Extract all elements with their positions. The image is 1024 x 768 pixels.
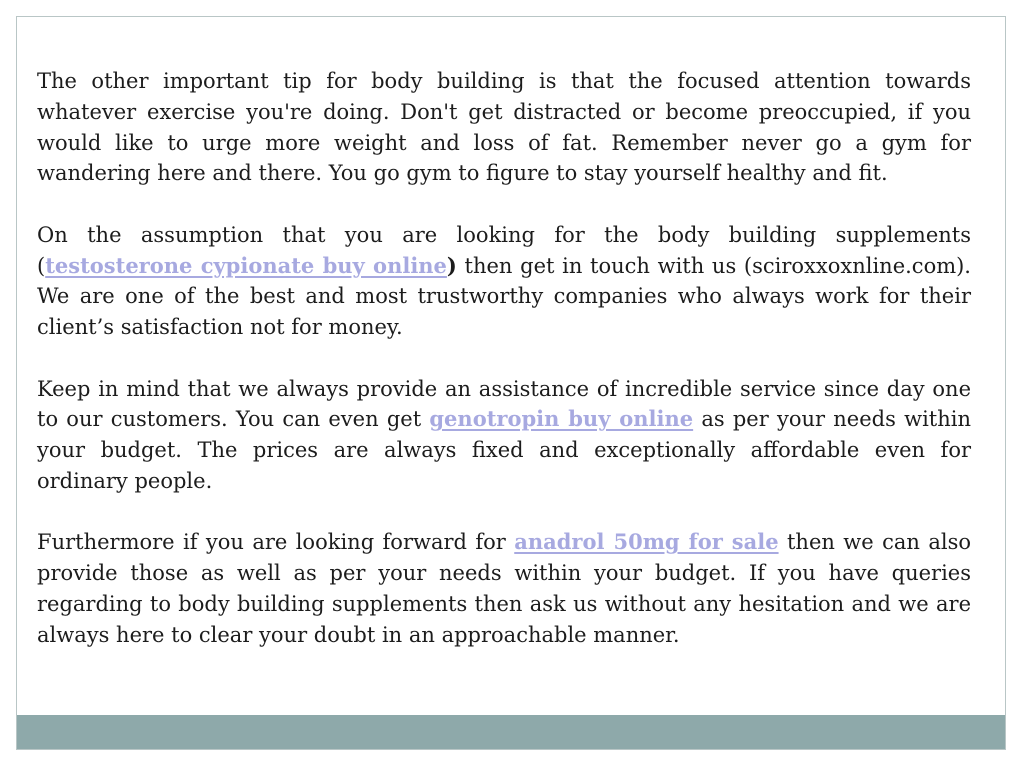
paragraph-text-end: as per your needs within your budget. The prices are always fixed and exceptionally affordable even for ordinary people. bbox=[37, 407, 971, 493]
paragraph-anadrol bbox=[37, 527, 971, 650]
paragraph-text-end: then we can also provide those as well as per your needs within your budget. If you have queries regarding to body building supplements then ask us without any hesitation and we are always here to clear your doubt in an approachable manner. bbox=[37, 530, 971, 647]
testosterone-cypionate-link[interactable]: testosterone cypionate buy online bbox=[45, 252, 447, 278]
paragraph-text-start: Furthermore if you are looking forward for bbox=[37, 530, 515, 555]
paragraph-text-start: Keep in mind that we always provide an assistance of incredible service since day one to our customers. You can even get bbox=[37, 376, 971, 432]
anadrol-link[interactable]: anadrol 50mg for sale bbox=[514, 529, 779, 555]
paragraph-body-building-tip bbox=[37, 66, 971, 189]
paragraph-text-end: then get in touch with us (sciroxxoxnline.com). We are one of the best and most trustworthy companies who always work for their client’s satisfaction not for money. bbox=[37, 253, 971, 339]
genotropin-link[interactable]: genotropin buy online bbox=[429, 406, 694, 432]
paragraph-supplements bbox=[37, 220, 971, 343]
paragraph-text-start: On the assumption that you are looking for the body building supplements ( bbox=[37, 222, 971, 278]
closing-paren: ) bbox=[446, 252, 457, 278]
footer-bar bbox=[17, 715, 1005, 749]
paragraph-text: The other important tip for body building is that the focused attention towards whatever exercise you're doing. Don't get distracted or become preoccupied, if you would like to urge more weight and loss of fat. Remember never go a gym for wandering here and there. You go gym to figure to stay yourself healthy and fit. bbox=[37, 69, 971, 186]
body-text bbox=[37, 66, 971, 681]
slide-page bbox=[16, 16, 1006, 750]
paragraph-service bbox=[37, 374, 971, 497]
